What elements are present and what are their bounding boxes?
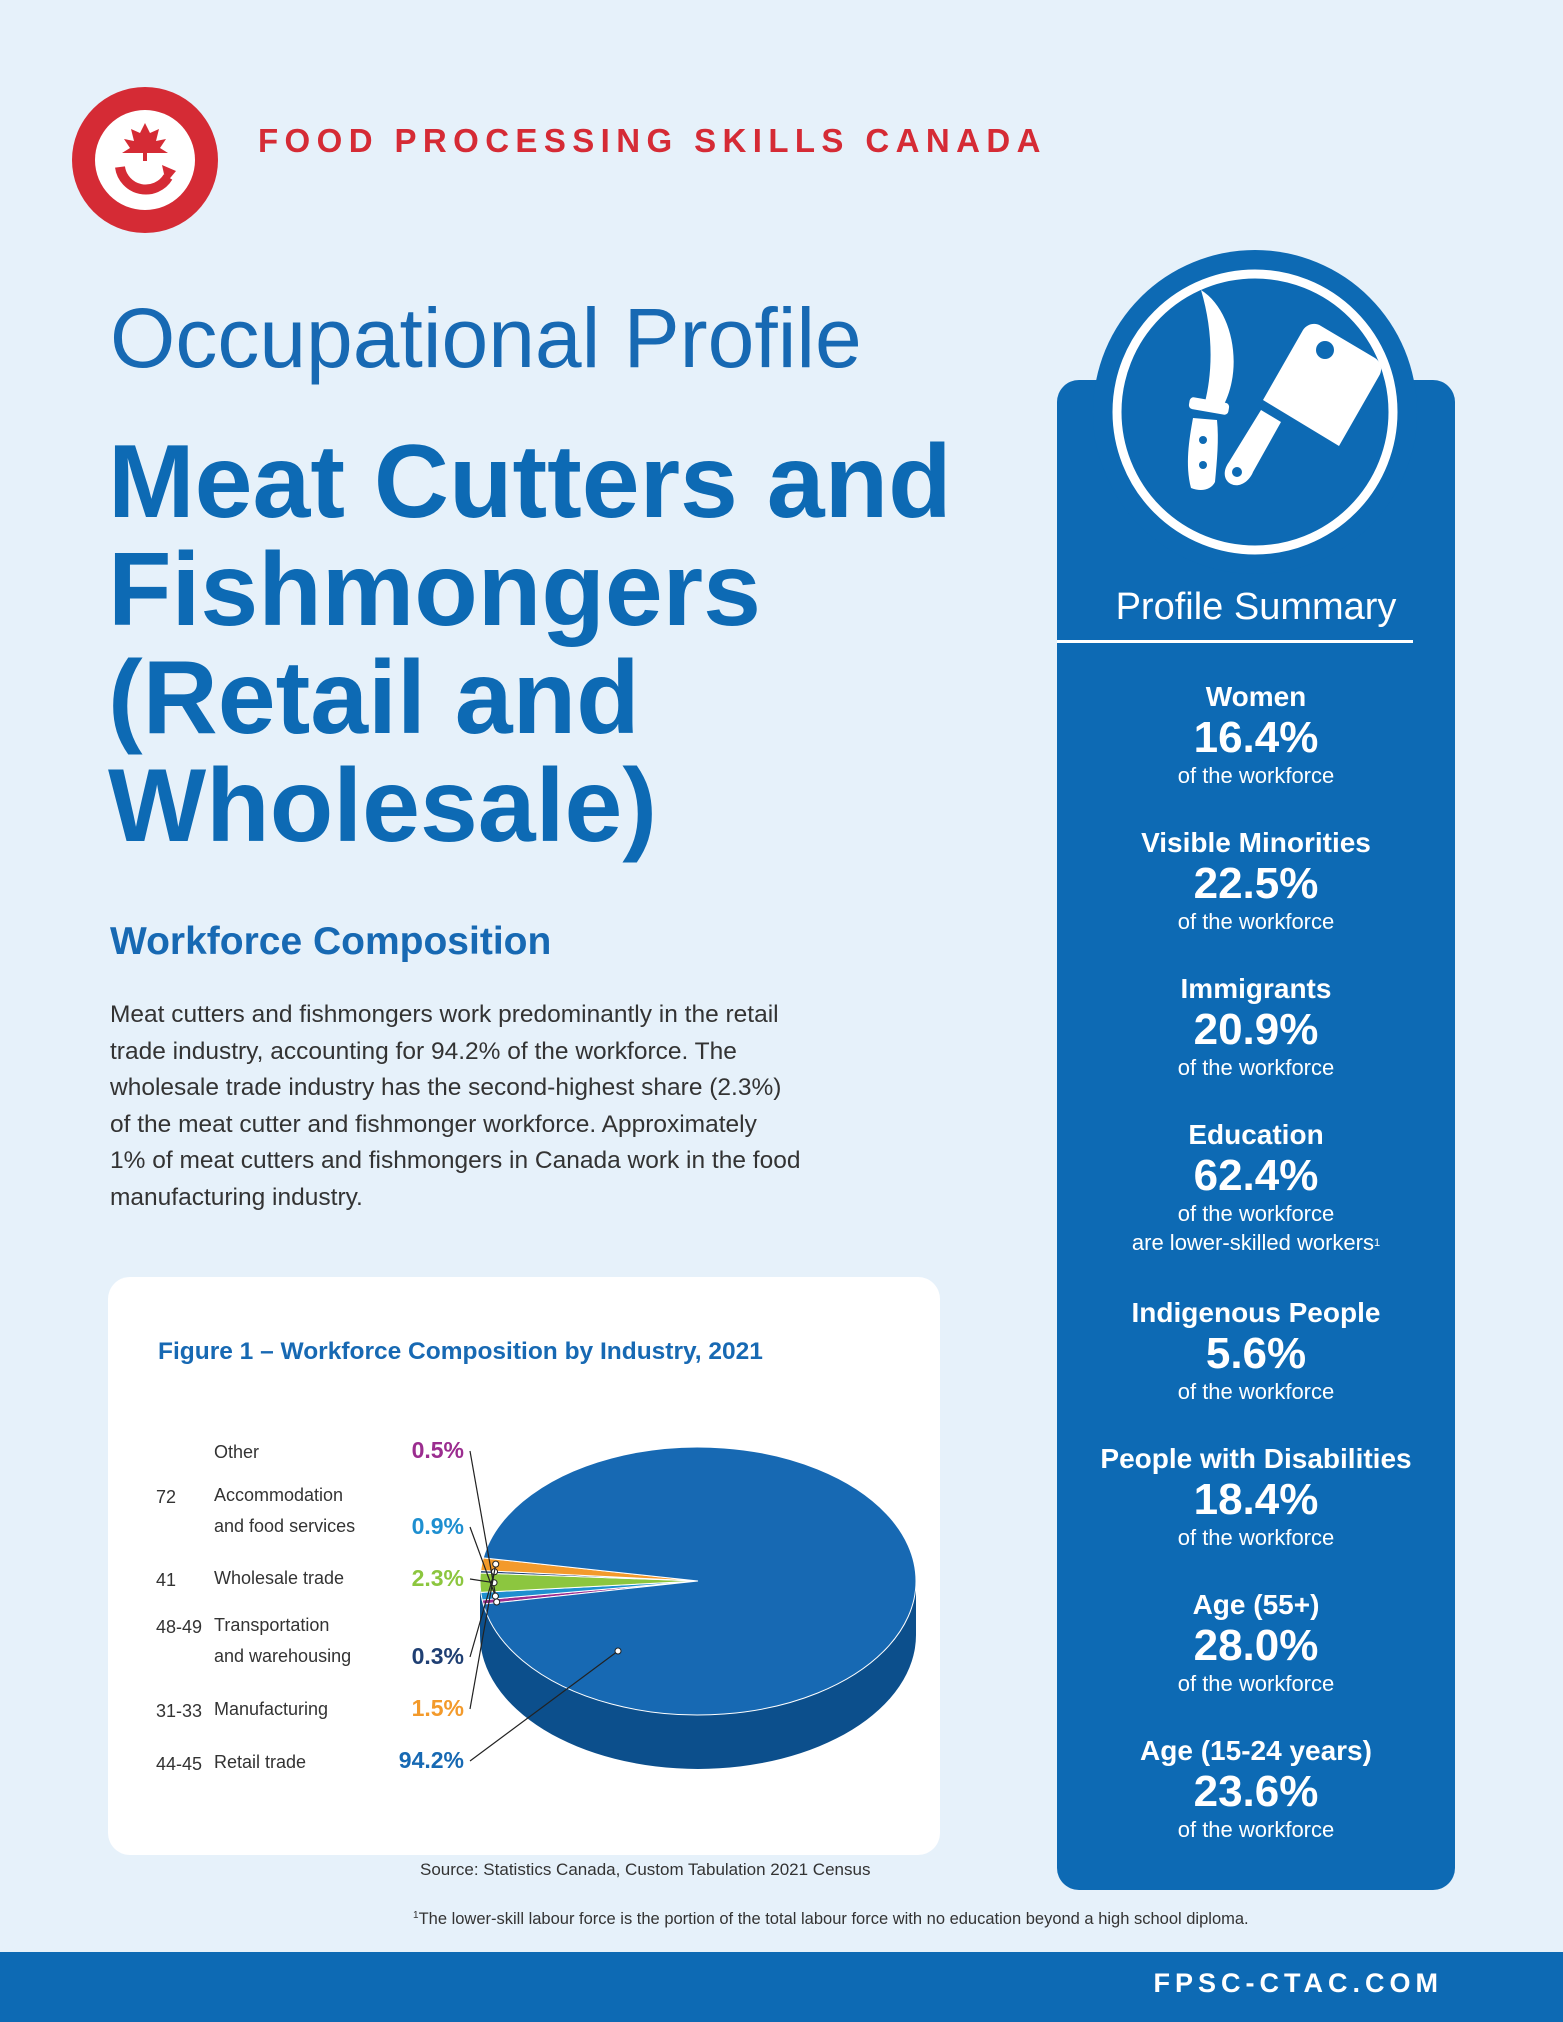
stat-label: Immigrants [1180, 973, 1332, 1004]
intro-line: manufacturing industry. [110, 1183, 363, 1211]
title-line: Fishmongers [108, 532, 761, 648]
stat-sub: of the workforce [1177, 1817, 1335, 1842]
legend-value: 0.5% [411, 1437, 464, 1463]
legend-value: 1.5% [411, 1695, 464, 1721]
legend-label: Retail trade [214, 1752, 307, 1772]
stat-value: 62.4% [1193, 1151, 1319, 1200]
stat-disabilities [1057, 1442, 1455, 1552]
stat-sub: of the workforce [1177, 1671, 1335, 1696]
stat-sub: of the workforce [1177, 1201, 1335, 1226]
stat-sub: of the workforce [1177, 1525, 1335, 1550]
footer-website-link[interactable]: FPSC-CTAC.COM [1153, 1968, 1443, 1998]
figure-card [108, 1277, 940, 1855]
legend-label: Wholesale trade [214, 1568, 345, 1588]
fpsc-logo [70, 85, 220, 235]
intro-line: wholesale trade industry has the second-highest share (2.3%) [110, 1074, 782, 1102]
stat-value: 20.9% [1193, 1005, 1319, 1054]
section-heading: Workforce Composition [110, 920, 552, 963]
leader-dot [494, 1599, 500, 1605]
stat-label: Age (15-24 years) [1140, 1735, 1372, 1766]
legend-code: 48-49 [156, 1617, 203, 1637]
legend-label: Accommodation [214, 1485, 344, 1505]
legend-label: and food services [214, 1516, 356, 1536]
intro-line: trade industry, accounting for 94.2% of the workforce. The [110, 1037, 737, 1065]
title-line: (Retail and [108, 640, 640, 756]
stat-value: 23.6% [1193, 1767, 1319, 1816]
legend-label: Other [214, 1442, 260, 1462]
page-kicker: Occupational Profile [110, 291, 862, 385]
stat-sub: of the workforce [1177, 763, 1335, 788]
stat-sub: of the workforce [1177, 1055, 1335, 1080]
footer-bar [0, 1952, 1563, 2022]
intro-line: of the meat cutter and fishmonger workforce. Approximately [110, 1110, 757, 1138]
footnote-marker: 1 [413, 1910, 419, 1921]
stat-sub: of the workforce [1177, 909, 1335, 934]
figure-source: Source: Statistics Canada, Custom Tabulation 2021 Census [420, 1860, 871, 1879]
profile-summary-title: Profile Summary [1115, 586, 1397, 628]
stat-label: Indigenous People [1131, 1297, 1381, 1328]
summary-divider [1057, 640, 1413, 643]
title-line: Meat Cutters and [108, 424, 952, 540]
legend-label: and warehousing [214, 1646, 352, 1666]
pie-chart [108, 1277, 940, 1855]
legend-code: 41 [156, 1570, 177, 1590]
stat-label: Visible Minorities [1141, 827, 1371, 858]
legend-label: Manufacturing [214, 1699, 329, 1719]
stat-sub-note-text: are lower-skilled workers [1131, 1230, 1374, 1255]
page-title [108, 424, 1058, 864]
stat-sub-note [1057, 1228, 1455, 1258]
leader-dot [615, 1648, 621, 1654]
stat-value: 18.4% [1193, 1475, 1319, 1524]
stat-label: People with Disabilities [1100, 1443, 1412, 1474]
legend-code: 72 [156, 1487, 177, 1507]
figure-title: Figure 1 – Workforce Composition by Industry, 2021 [158, 1338, 763, 1365]
legend-label: Transportation [214, 1615, 330, 1635]
legend-value: 94.2% [398, 1747, 464, 1773]
stat-value: 16.4% [1193, 713, 1319, 762]
stat-visible-minorities [1057, 826, 1455, 936]
stat-education [1057, 1118, 1455, 1258]
intro-line: 1% of meat cutters and fishmongers in Canada work in the food [110, 1147, 801, 1175]
title-line: Wholesale) [108, 748, 657, 864]
intro-paragraph [110, 997, 940, 1217]
stat-label: Education [1188, 1119, 1324, 1150]
stat-sub: of the workforce [1177, 1379, 1335, 1404]
knife-and-cleaver-icon [1093, 250, 1417, 574]
stat-indigenous [1057, 1296, 1455, 1406]
legend-code: 31-33 [156, 1701, 203, 1721]
legend-code: 44-45 [156, 1754, 203, 1774]
stat-immigrants [1057, 972, 1455, 1082]
stat-age-55-plus [1057, 1588, 1455, 1698]
leader-dot [492, 1593, 498, 1599]
stat-label: Women [1205, 681, 1307, 712]
stat-value: 22.5% [1193, 859, 1319, 908]
stat-value: 5.6% [1205, 1329, 1307, 1378]
organization-name: FOOD PROCESSING SKILLS CANADA [258, 122, 1047, 159]
stat-value: 28.0% [1193, 1621, 1319, 1670]
legend-value: 0.3% [411, 1643, 464, 1669]
stat-age-15-24 [1057, 1734, 1455, 1844]
footnote-text: The lower-skill labour force is the portion of the total labour force with no education beyond a high school diploma. [418, 1910, 1249, 1928]
intro-line: Meat cutters and fishmongers work predominantly in the retail [110, 1001, 779, 1028]
leader-dot [493, 1561, 499, 1567]
stat-women [1057, 680, 1455, 790]
legend-value: 0.9% [411, 1513, 464, 1539]
footnote-marker: 1 [1373, 1237, 1381, 1249]
legend-value: 2.3% [411, 1565, 464, 1591]
footnote [413, 1910, 1249, 1929]
stat-label: Age (55+) [1192, 1589, 1320, 1620]
